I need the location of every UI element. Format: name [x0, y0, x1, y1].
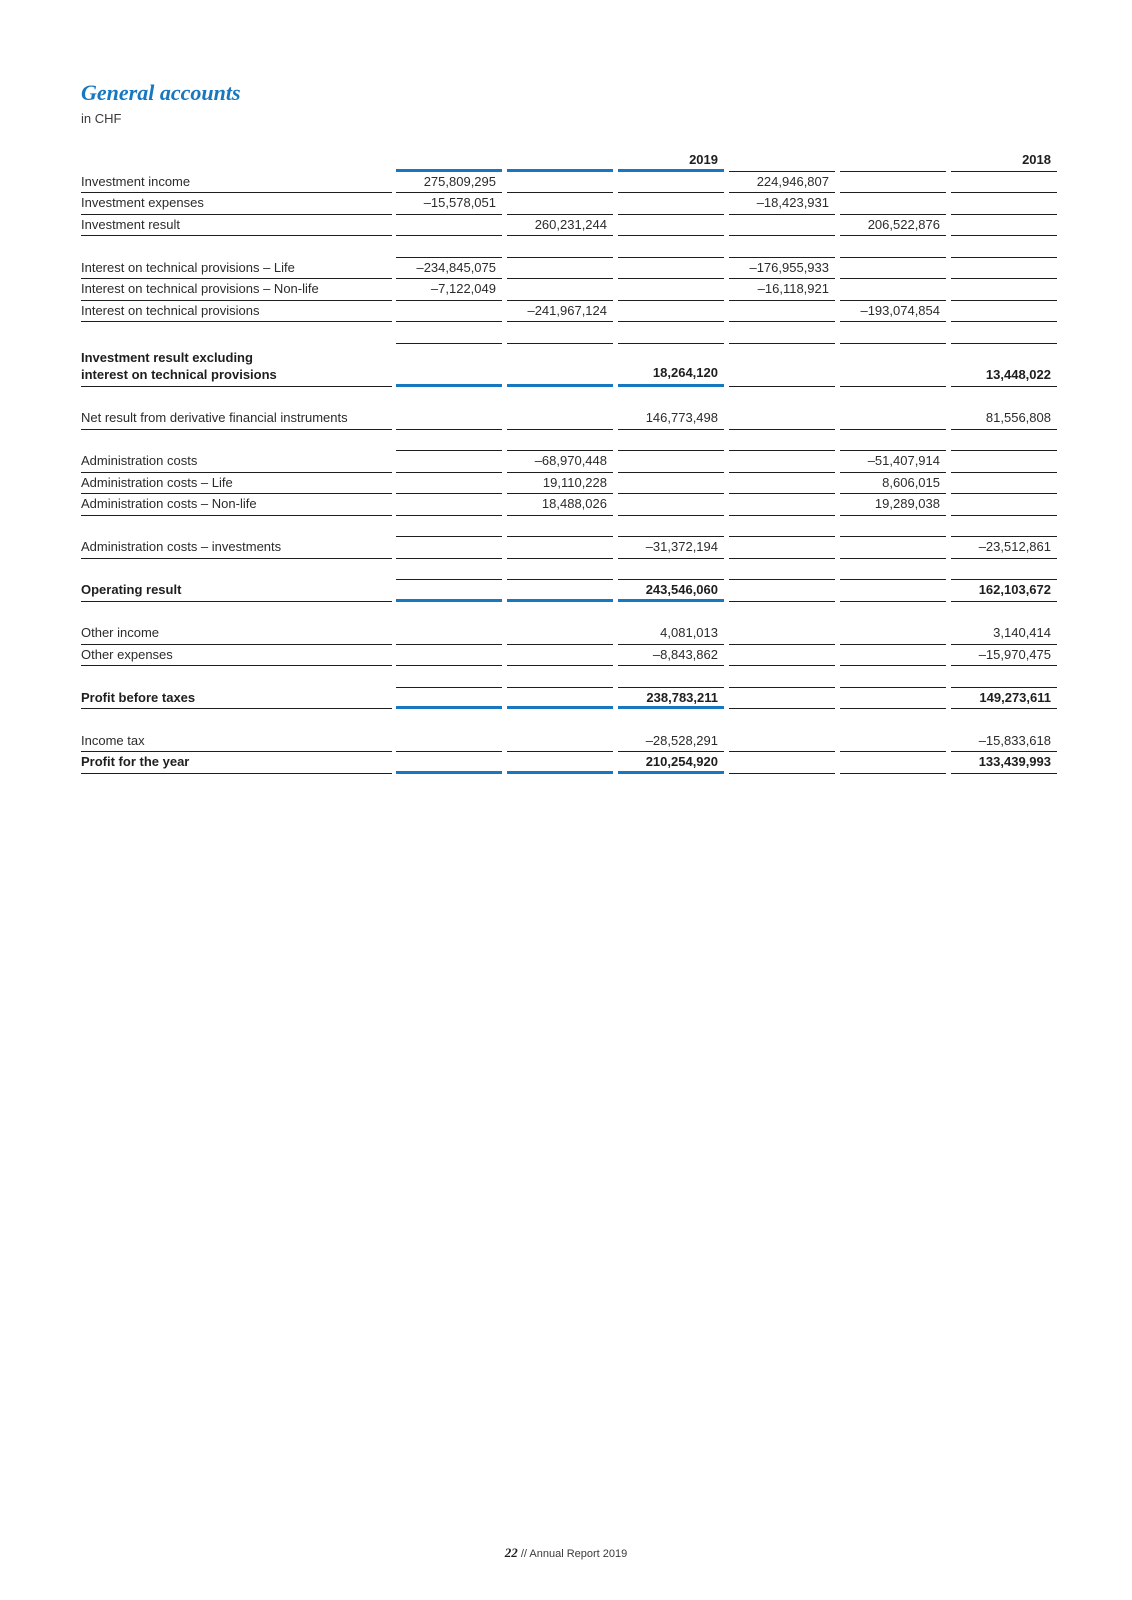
page-number: 22	[504, 1545, 518, 1560]
table-header-row	[81, 150, 1055, 172]
value-cell: 133,439,993	[951, 752, 1057, 774]
table-row	[81, 451, 1055, 473]
row-label: Investment result	[81, 215, 392, 237]
table-row-total	[81, 752, 1055, 774]
value-cell	[951, 451, 1057, 473]
value-cell	[396, 645, 502, 667]
value-cell	[396, 215, 502, 237]
spacer-cell	[618, 322, 724, 344]
value-cell	[729, 688, 835, 710]
table-row	[81, 645, 1055, 667]
value-cell: 8,606,015	[840, 473, 946, 495]
value-cell	[618, 215, 724, 237]
value-cell	[729, 580, 835, 602]
spacer-cell	[618, 666, 724, 688]
spacer-cell	[618, 430, 724, 452]
value-cell: –8,843,862	[618, 645, 724, 667]
value-cell	[396, 688, 502, 710]
spacer-cell	[951, 516, 1057, 538]
spacer-row	[81, 387, 1055, 409]
value-cell: –51,407,914	[840, 451, 946, 473]
value-cell: 3,140,414	[951, 623, 1057, 645]
value-cell	[507, 580, 613, 602]
table-row	[81, 172, 1055, 194]
row-label-line1: Investment result excluding	[81, 349, 253, 365]
spacer-cell	[507, 236, 613, 258]
value-cell	[729, 473, 835, 495]
row-label: Administration costs – Non-life	[81, 494, 392, 516]
value-cell: –176,955,933	[729, 258, 835, 280]
row-label	[81, 344, 392, 387]
value-cell	[729, 752, 835, 774]
value-cell	[396, 623, 502, 645]
spacer-row	[81, 559, 1055, 581]
row-label: Administration costs	[81, 451, 392, 473]
value-cell: 210,254,920	[618, 752, 724, 774]
value-cell	[618, 473, 724, 495]
spacer-cell	[729, 430, 835, 452]
row-label-line2: interest on technical provisions	[81, 366, 277, 382]
value-cell	[951, 258, 1057, 280]
value-cell	[729, 408, 835, 430]
page-title: General accounts	[81, 80, 241, 105]
table-row	[81, 731, 1055, 753]
table-row-subtotal	[81, 344, 1055, 387]
table-row	[81, 215, 1055, 237]
value-cell	[618, 301, 724, 323]
value-cell	[507, 731, 613, 753]
value-cell	[507, 172, 613, 194]
spacer-cell	[729, 516, 835, 538]
spacer-row	[81, 602, 1055, 624]
spacer-cell	[396, 559, 502, 581]
value-cell: –15,578,051	[396, 193, 502, 215]
general-accounts-table	[81, 150, 1055, 774]
spacer-cell	[507, 559, 613, 581]
value-cell	[618, 279, 724, 301]
row-label: Administration costs – investments	[81, 537, 392, 559]
value-cell: –68,970,448	[507, 451, 613, 473]
spacer-cell	[396, 430, 502, 452]
spacer-cell	[729, 559, 835, 581]
row-label: Interest on technical provisions – Non-life	[81, 279, 392, 301]
row-label: Income tax	[81, 731, 392, 753]
spacer-cell	[951, 666, 1057, 688]
spacer-cell	[81, 322, 392, 344]
spacer-row	[81, 516, 1055, 538]
spacer-cell	[951, 559, 1057, 581]
value-cell	[507, 279, 613, 301]
header-2018-col1	[729, 150, 835, 172]
spacer-cell	[396, 236, 502, 258]
value-cell	[618, 451, 724, 473]
value-cell	[840, 688, 946, 710]
year-header-2019: 2019	[618, 150, 724, 172]
row-label: Profit for the year	[81, 752, 392, 774]
value-cell	[729, 623, 835, 645]
currency-note: in CHF	[81, 111, 122, 126]
value-cell: –241,967,124	[507, 301, 613, 323]
value-cell: 81,556,808	[951, 408, 1057, 430]
row-label: Other expenses	[81, 645, 392, 667]
value-cell	[951, 494, 1057, 516]
table-row	[81, 193, 1055, 215]
value-cell	[840, 623, 946, 645]
value-cell	[951, 473, 1057, 495]
row-label: Investment expenses	[81, 193, 392, 215]
value-cell	[840, 344, 946, 387]
table-row	[81, 279, 1055, 301]
spacer-cell	[618, 559, 724, 581]
spacer-cell	[507, 322, 613, 344]
value-cell: –234,845,075	[396, 258, 502, 280]
spacer-cell	[396, 666, 502, 688]
value-cell: –193,074,854	[840, 301, 946, 323]
value-cell: –28,528,291	[618, 731, 724, 753]
row-label: Operating result	[81, 580, 392, 602]
table-row	[81, 301, 1055, 323]
value-cell: –23,512,861	[951, 537, 1057, 559]
value-cell	[396, 451, 502, 473]
value-cell	[729, 344, 835, 387]
value-cell	[507, 408, 613, 430]
spacer-cell	[840, 559, 946, 581]
spacer-cell	[618, 236, 724, 258]
spacer-cell	[840, 516, 946, 538]
spacer-cell	[81, 430, 392, 452]
value-cell	[507, 623, 613, 645]
spacer-row	[81, 666, 1055, 688]
table-row-subtotal	[81, 688, 1055, 710]
spacer-cell	[507, 430, 613, 452]
value-cell	[507, 752, 613, 774]
spacer-cell	[840, 666, 946, 688]
value-cell: –15,970,475	[951, 645, 1057, 667]
header-2018-col2	[840, 150, 946, 172]
spacer-cell	[729, 666, 835, 688]
page-footer	[0, 1545, 1132, 1561]
value-cell	[729, 215, 835, 237]
header-2019-col2	[507, 150, 613, 172]
table-row	[81, 623, 1055, 645]
value-cell	[396, 473, 502, 495]
value-cell	[840, 645, 946, 667]
value-cell	[507, 645, 613, 667]
spacer-row	[81, 322, 1055, 344]
value-cell: –31,372,194	[618, 537, 724, 559]
value-cell	[396, 494, 502, 516]
value-cell	[951, 215, 1057, 237]
row-label: Other income	[81, 623, 392, 645]
table-row	[81, 537, 1055, 559]
spacer-cell	[729, 322, 835, 344]
value-cell	[507, 193, 613, 215]
value-cell	[729, 731, 835, 753]
table-row	[81, 258, 1055, 280]
row-label: Investment income	[81, 172, 392, 194]
value-cell	[840, 537, 946, 559]
header-2019-col1	[396, 150, 502, 172]
table-row	[81, 408, 1055, 430]
value-cell: 162,103,672	[951, 580, 1057, 602]
value-cell	[840, 172, 946, 194]
value-cell	[396, 580, 502, 602]
value-cell	[840, 279, 946, 301]
spacer-cell	[840, 430, 946, 452]
value-cell	[618, 172, 724, 194]
value-cell: 206,522,876	[840, 215, 946, 237]
value-cell	[840, 258, 946, 280]
value-cell: 18,488,026	[507, 494, 613, 516]
value-cell	[729, 645, 835, 667]
spacer-cell	[396, 322, 502, 344]
value-cell: 18,264,120	[618, 344, 724, 387]
row-label: Net result from derivative financial instruments	[81, 408, 392, 430]
value-cell	[396, 537, 502, 559]
spacer-cell	[396, 516, 502, 538]
spacer-cell	[507, 516, 613, 538]
value-cell	[618, 193, 724, 215]
value-cell: –16,118,921	[729, 279, 835, 301]
value-cell	[618, 494, 724, 516]
row-label: Interest on technical provisions – Life	[81, 258, 392, 280]
value-cell	[507, 258, 613, 280]
spacer-cell	[951, 322, 1057, 344]
footer-text: // Annual Report 2019	[517, 1548, 628, 1560]
value-cell	[840, 408, 946, 430]
value-cell	[729, 537, 835, 559]
value-cell	[618, 258, 724, 280]
table-row	[81, 473, 1055, 495]
spacer-cell	[951, 430, 1057, 452]
value-cell	[951, 279, 1057, 301]
value-cell: 243,546,060	[618, 580, 724, 602]
value-cell	[729, 451, 835, 473]
value-cell	[396, 301, 502, 323]
spacer-cell	[729, 236, 835, 258]
value-cell	[840, 731, 946, 753]
spacer-cell	[840, 322, 946, 344]
value-cell	[396, 731, 502, 753]
value-cell	[951, 172, 1057, 194]
value-cell: 19,110,228	[507, 473, 613, 495]
value-cell: 146,773,498	[618, 408, 724, 430]
value-cell: 19,289,038	[840, 494, 946, 516]
value-cell: 260,231,244	[507, 215, 613, 237]
value-cell: 4,081,013	[618, 623, 724, 645]
value-cell: 238,783,211	[618, 688, 724, 710]
spacer-cell	[81, 666, 392, 688]
value-cell	[396, 752, 502, 774]
value-cell	[840, 580, 946, 602]
value-cell: 13,448,022	[951, 344, 1057, 387]
value-cell	[507, 344, 613, 387]
value-cell: 149,273,611	[951, 688, 1057, 710]
spacer-cell	[81, 236, 392, 258]
value-cell: 224,946,807	[729, 172, 835, 194]
spacer-cell	[618, 516, 724, 538]
spacer-cell	[81, 559, 392, 581]
row-label: Administration costs – Life	[81, 473, 392, 495]
table-row-subtotal	[81, 580, 1055, 602]
value-cell	[396, 408, 502, 430]
table-row	[81, 494, 1055, 516]
year-header-2018: 2018	[951, 150, 1057, 172]
value-cell: –7,122,049	[396, 279, 502, 301]
spacer-row	[81, 236, 1055, 258]
spacer-row	[81, 709, 1055, 731]
spacer-row	[81, 430, 1055, 452]
header-label-cell	[81, 150, 392, 172]
value-cell: –15,833,618	[951, 731, 1057, 753]
spacer-cell	[951, 236, 1057, 258]
value-cell	[951, 193, 1057, 215]
value-cell	[951, 301, 1057, 323]
value-cell: –18,423,931	[729, 193, 835, 215]
spacer-cell	[81, 516, 392, 538]
value-cell	[507, 537, 613, 559]
spacer-cell	[840, 236, 946, 258]
row-label: Interest on technical provisions	[81, 301, 392, 323]
value-cell	[507, 688, 613, 710]
row-label: Profit before taxes	[81, 688, 392, 710]
value-cell	[396, 344, 502, 387]
value-cell	[729, 494, 835, 516]
value-cell: 275,809,295	[396, 172, 502, 194]
value-cell	[729, 301, 835, 323]
value-cell	[840, 193, 946, 215]
value-cell	[840, 752, 946, 774]
spacer-cell	[507, 666, 613, 688]
